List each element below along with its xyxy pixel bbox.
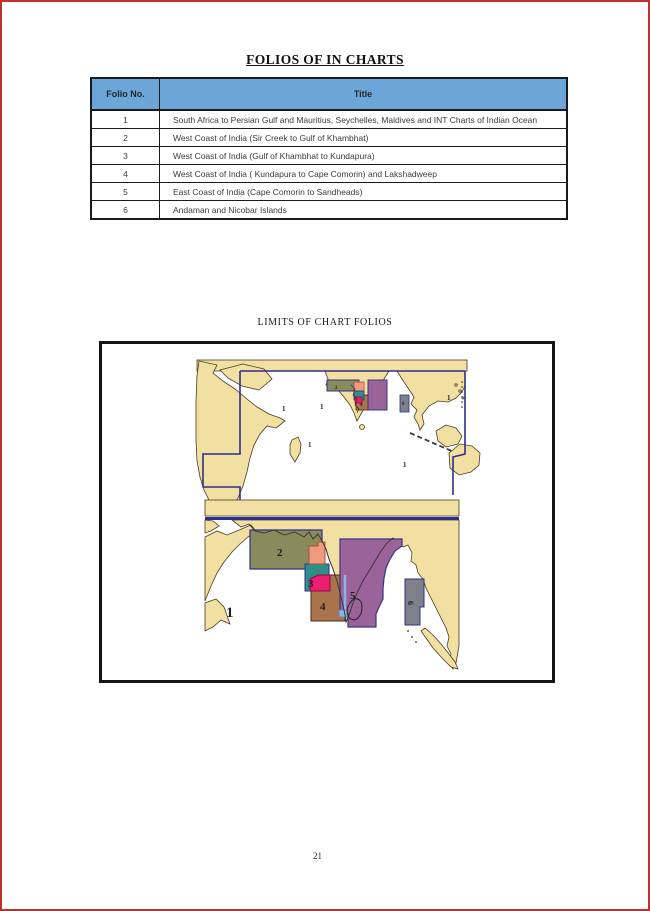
nicobar-islet [407, 630, 409, 632]
folio-no-cell: 2 [91, 129, 160, 147]
col-header-title: Title [160, 78, 568, 110]
folio-1-label: 1 [403, 461, 407, 469]
folio-title-cell: Andaman and Nicobar Islands [160, 201, 568, 220]
arabia-coast-land [205, 525, 256, 601]
table-row [91, 201, 567, 220]
folios-table [90, 77, 568, 220]
folio-5-label: 5 [350, 590, 356, 602]
folio-2-label: 2 [277, 547, 283, 559]
table-row [91, 110, 567, 129]
folio-no-cell: 5 [91, 183, 160, 201]
asia-band [205, 500, 459, 516]
watermark [2, 810, 650, 907]
folio-no-cell: 4 [91, 165, 160, 183]
folio-4-label: 4 [360, 403, 363, 408]
folio-1-label: 1 [282, 405, 286, 413]
folio-title-cell: West Coast of India (Sir Creek to Gulf of Khambhat) [160, 129, 568, 147]
borneo-island [436, 425, 462, 447]
table-row [91, 129, 567, 147]
folio-1-label: 1 [226, 605, 234, 621]
col-header-folio-no: Folio No. [91, 78, 160, 110]
upper-map [196, 360, 480, 516]
sri-lanka-island [360, 425, 365, 430]
nicobar-islet [411, 636, 413, 638]
folio-title-cell: South Africa to Persian Gulf and Mauritius, Seychelles, Maldives and INT Charts of Indian Ocean [160, 110, 568, 129]
folio-2-label: 2 [335, 386, 338, 391]
table-row [91, 165, 567, 183]
folio-6-label: 6 [406, 601, 415, 605]
folio-1-label: 1 [447, 394, 451, 402]
folio-title-cell: West Coast of India (Gulf of Khambhat to Kundapura) [160, 147, 568, 165]
table-row [91, 183, 567, 201]
folio-limits-svg [102, 344, 552, 680]
folio-no-cell: 3 [91, 147, 160, 165]
folio-1-label: 1 [308, 441, 312, 449]
table-header-row [91, 78, 567, 110]
adams-bridge-box [339, 610, 347, 617]
madagascar-island [290, 437, 301, 462]
folio-4-label: 4 [320, 601, 326, 613]
map-section-title: LIMITS OF CHART FOLIOS [257, 317, 393, 328]
nicobar-islet [415, 641, 417, 643]
philippines-islet [459, 390, 461, 392]
folio-title-cell: West Coast of India ( Kundapura to Cape Comorin) and Lakshadweep [160, 165, 568, 183]
folio-title-cell: East Coast of India (Cape Comorin to Sandheads) [160, 183, 568, 201]
page-number: 21 [313, 851, 322, 861]
chart-limits-map [99, 341, 555, 683]
upper-folio-3-salmon-region [354, 382, 364, 391]
table-row [91, 147, 567, 165]
philippines-islet [455, 384, 457, 386]
folio-6-label: 6 [402, 402, 405, 407]
upper-folio-5-region [368, 380, 387, 410]
folio-3-label: 3 [308, 578, 314, 590]
folio-1-label: 1 [320, 403, 324, 411]
folio-no-cell: 6 [91, 201, 160, 220]
page-title: FOLIOS OF IN CHARTS [246, 52, 404, 67]
folio-no-cell: 1 [91, 110, 160, 129]
lower-map [205, 500, 459, 669]
